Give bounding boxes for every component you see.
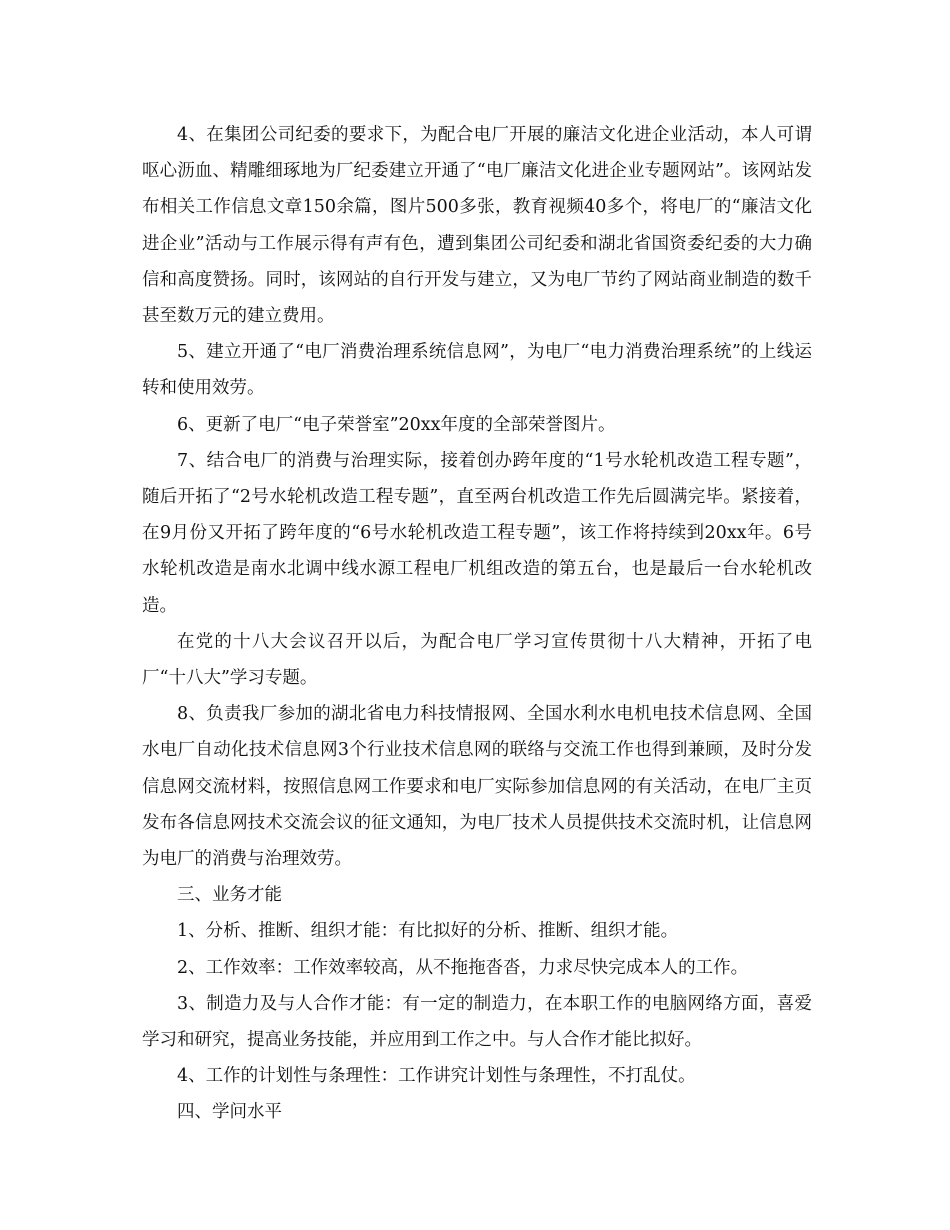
paragraph-item-4-website: 4、在集团公司纪委的要求下，为配合电厂开展的廉洁文化进企业活动，本人可谓呕心沥血、精雕细琢地为厂纪委建立开通了“电厂廉洁文化进企业专题网站”。该网站发布相关工作信息文章150余篇，图片500多张，教育视频40多个，将电厂的“廉洁文化进企业”活动与工作展示得有声有色，遭到集团公司纪委和湖北省国资委纪委的大力确信和高度赞扬。同时，该网站的自行开发与建立，又为电厂节约了网站商业制造的数千甚至数万元的建立费用。 <box>142 125 812 327</box>
paragraph-ability-planning: 4、工作的计划性与条理性：工作讲究计划性与条理性，不打乱仗。 <box>177 1066 696 1087</box>
paragraph-ability-creativity: 3、制造力及与人合作才能：有一定的制造力，在本职工作的电脑网络方面，喜爱学习和研究，提高业务技能，并应用到工作之中。与人合作才能比拟好。 <box>142 993 812 1051</box>
paragraph-item-7-turbine-project: 7、结合电厂的消费与治理实际，接着创办跨年度的“1号水轮机改造工程专题”，随后开拓了“2号水轮机改造工程专题”，直至两台机改造工作先后圆满完毕。紧接着，在9月份又开拓了跨年度的“6号水轮机改造工程专题”，该工作将持续到20xx年。6号水轮机改造是南水北调中线水源工程电厂机组改造的第五台，也是最后一台水轮机改造。 <box>142 450 812 616</box>
paragraph-ability-efficiency: 2、工作效率：工作效率较高，从不拖拖沓沓，力求尽快完成本人的工作。 <box>177 957 749 978</box>
paragraph-item-8-info-network: 8、负责我厂参加的湖北省电力科技情报网、全国水利水电机电技术信息网、全国水电厂自动化技术信息网3个行业技术信息网的联络与交流工作也得到兼顾，及时分发信息网交流材料，按照信息网工作要求和电厂实际参加信息网的有关活动，在电厂主页发布各信息网技术交流会议的征文通知，为电厂技术人员提供技术交流时机，让信息网为电厂的消费与治理效劳。 <box>142 704 812 870</box>
section-heading-business-ability: 三、业务才能 <box>177 885 282 906</box>
paragraph-ability-analysis: 1、分析、推断、组织才能：有比拟好的分析、推断、组织才能。 <box>177 921 679 942</box>
paragraph-item-5-network: 5、建立开通了“电厂消费治理系统信息网”，为电厂“电力消费治理系统”的上线运转和使用效劳。 <box>142 342 812 399</box>
section-heading-knowledge-level: 四、学问水平 <box>177 1102 282 1123</box>
paragraph-item-6-honor-room: 6、更新了电厂“电子荣誉室”20xx年度的全部荣誉图片。 <box>177 414 616 435</box>
paragraph-eighteenth-congress: 在党的十八大会议召开以后，为配合电厂学习宣传贯彻十八大精神，开拓了电厂“十八大”学习专题。 <box>142 631 812 689</box>
document-body <box>142 117 812 1131</box>
